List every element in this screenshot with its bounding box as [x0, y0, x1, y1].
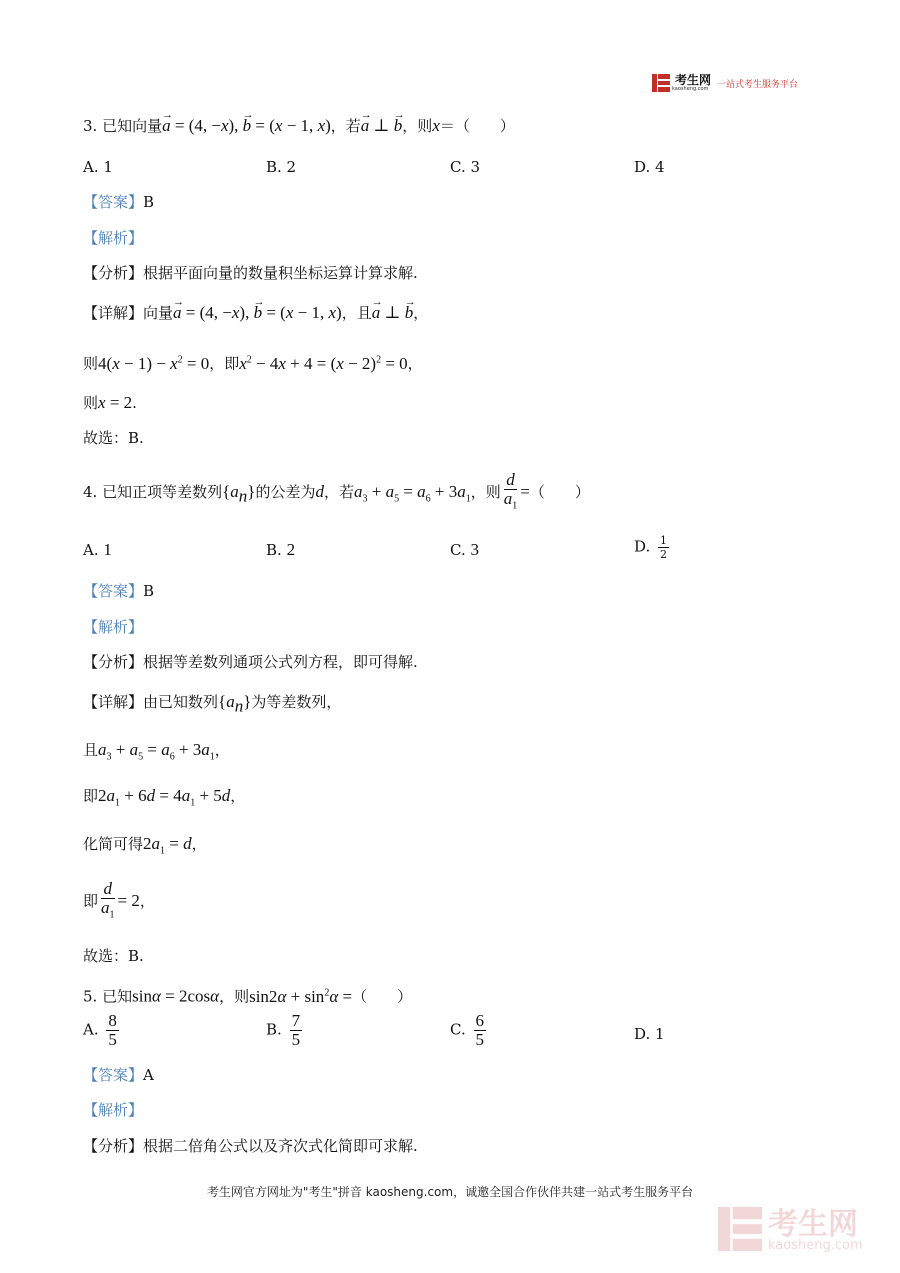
q5-fenxi: 【分析】根据二倍角公式以及齐次式化简即可求解.: [83, 1137, 418, 1155]
q3-conclusion: 故选：B.: [83, 429, 144, 447]
q3-option-b[interactable]: B. 2: [266, 158, 297, 176]
q4-detail: 【详解】由已知数列$\{a_n\}$为等差数列，: [83, 692, 342, 716]
q4-option-b[interactable]: B. 2: [266, 540, 296, 559]
watermark-name: 考生网: [768, 1206, 858, 1242]
q3-detail: 【详解】向量→ a = (4, −x), → b = (x − 1, x)，且→ a ⊥ → b，: [83, 303, 428, 323]
watermark-logo: [718, 1207, 863, 1255]
q4-option-d[interactable]: D. $\frac{1}{2}$: [634, 534, 668, 561]
q4-option-a[interactable]: A. 1: [83, 540, 112, 559]
q5-stem: 5. 已知sinα = 2cosα，则$\sin 2\alpha + \sin^2\alpha$ =（ ）: [83, 986, 413, 1006]
kaosheng-watermark-icon: [718, 1207, 762, 1255]
q3-step1: 则$4(x - 1) - x^2 = 0$，即$x^2 - 4x + 4 = (x - 2)^2 = 0$，: [83, 353, 423, 373]
q3-fenxi: 【分析】根据平面向量的数量积坐标运算计算求解.: [83, 264, 418, 282]
q3-analysis-tag: 【解析】: [83, 229, 144, 247]
q4-fenxi: 【分析】根据等差数列通项公式列方程，即可得解.: [83, 653, 418, 671]
header-slogan: 一站式考生服务平台: [717, 79, 799, 90]
q3-option-c[interactable]: C. 3: [450, 158, 481, 176]
q5-option-c[interactable]: C. $\frac{6}{5}$: [450, 1011, 484, 1049]
q5-option-a[interactable]: A. $\frac{8}{5}$: [83, 1011, 117, 1049]
q4-step2: 即$2a_1 + 6d = 4a_1 + 5d$，: [83, 786, 246, 809]
q3-stem: 3. 已知向量→ a = (4, −x), → b = (x − 1, x)，若→ a ⊥ → b，则x＝（ ）: [83, 116, 515, 136]
header-logo[interactable]: [652, 74, 798, 92]
q4-conclusion: 故选：B.: [83, 947, 144, 965]
watermark-domain: kaosheng.com: [768, 1237, 863, 1253]
q4-stem: 4. 已知正项等差数列$\{a_n\}$的公差为d，若$a_3 + a_5 = a_6 + 3a_1$，则 $\frac{d}{a_1}$ =（ ）: [83, 470, 590, 512]
q5-option-d[interactable]: D. 1: [634, 1025, 665, 1043]
kaosheng-logo-icon: [652, 74, 670, 92]
q4-step3: 化简可得$2a_1 = d$，: [83, 834, 207, 857]
q3-option-d[interactable]: D. 4: [634, 158, 665, 176]
q4-answer: 【答案】B: [83, 582, 155, 600]
q4-option-c[interactable]: C. 3: [450, 540, 479, 559]
q3-vectors: → a = (4, −x), → b = (x − 1, x): [162, 116, 331, 135]
q4-analysis-tag: 【解析】: [83, 618, 144, 636]
q4-step4: 即 $\frac{d}{a_1}$ = 2，: [83, 878, 155, 921]
logo-name: 考生网: [675, 73, 712, 87]
q3-step2: 则x = 2.: [83, 393, 137, 412]
page-footer: 考生网官方网址为"考生"拼音 kaosheng.com，诚邀全国合作伙伴共建一站式考生服务平台: [206, 1185, 694, 1199]
q3-number: 3.: [83, 117, 98, 135]
q3-condition: → a ⊥ → b: [361, 116, 403, 135]
logo-domain: kaosheng.com: [672, 86, 709, 92]
q5-number: 5.: [83, 987, 98, 1006]
q3-answer: 【答案】B: [83, 193, 155, 211]
q5-answer: 【答案】A: [83, 1066, 154, 1084]
q4-step1: 且$a_3 + a_5 = a_6 + 3a_1$，: [83, 740, 230, 763]
q4-number: 4.: [83, 483, 98, 502]
q5-option-b[interactable]: B. $\frac{7}{5}$: [266, 1011, 301, 1049]
q3-option-a[interactable]: A. 1: [83, 158, 113, 176]
q5-analysis-tag: 【解析】: [83, 1101, 144, 1119]
